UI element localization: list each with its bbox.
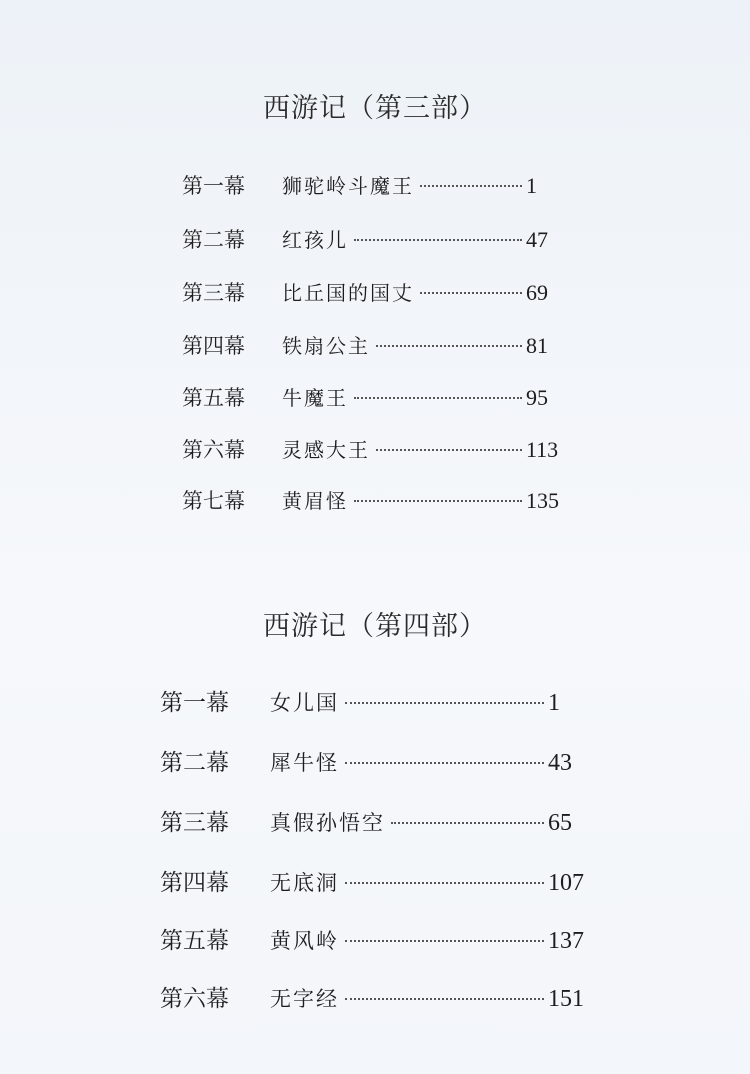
act-label: 第一幕 (160, 690, 229, 716)
leader-dots (420, 292, 522, 294)
act-label: 第四幕 (182, 334, 245, 358)
toc-entry[interactable] (160, 864, 590, 910)
page-number: 69 (526, 280, 548, 305)
toc-entry[interactable] (182, 330, 562, 370)
chapter-title: 比丘国的国丈 (282, 281, 414, 305)
leader-dots (391, 822, 544, 824)
chapter-title: 铁扇公主 (282, 334, 370, 358)
chapter-title: 狮驼岭斗魔王 (282, 174, 414, 198)
toc-entry[interactable] (160, 804, 590, 850)
act-label: 第一幕 (182, 174, 245, 198)
toc-entry[interactable] (182, 382, 562, 422)
leader-dots (376, 449, 522, 451)
act-label: 第五幕 (182, 386, 245, 410)
toc-entry[interactable] (160, 744, 590, 790)
page-number: 43 (548, 750, 572, 776)
part4-title: 西游记（第四部） (263, 611, 487, 642)
leader-dots (354, 239, 522, 241)
page-number: 1 (526, 173, 537, 198)
leader-dots (354, 500, 522, 502)
act-label: 第四幕 (160, 870, 229, 896)
leader-dots (345, 940, 544, 942)
leader-dots (345, 702, 544, 704)
page-number: 95 (526, 385, 548, 410)
act-label: 第五幕 (160, 928, 229, 954)
toc-entry[interactable] (182, 485, 562, 525)
page-number: 151 (548, 986, 584, 1012)
act-label: 第二幕 (182, 228, 245, 252)
chapter-title: 黄眉怪 (282, 489, 348, 513)
toc-entry[interactable] (182, 224, 562, 264)
page-number: 135 (526, 488, 559, 513)
toc-entry[interactable] (160, 980, 590, 1026)
toc-entry[interactable] (182, 277, 562, 317)
act-label: 第七幕 (182, 489, 245, 513)
page-number: 47 (526, 227, 548, 252)
chapter-title: 女儿国 (270, 691, 339, 715)
leader-dots (376, 345, 522, 347)
chapter-title: 灵感大王 (282, 438, 370, 462)
chapter-title: 无底洞 (270, 871, 339, 895)
leader-dots (345, 998, 544, 1000)
page-number: 1 (548, 690, 560, 716)
toc-entry[interactable] (182, 434, 562, 474)
chapter-title: 真假孙悟空 (270, 811, 385, 835)
leader-dots (345, 882, 544, 884)
toc-entry[interactable] (182, 170, 562, 210)
leader-dots (354, 397, 522, 399)
toc-entry[interactable] (160, 684, 590, 730)
chapter-title: 无字经 (270, 987, 339, 1011)
act-label: 第三幕 (182, 281, 245, 305)
chapter-title: 犀牛怪 (270, 751, 339, 775)
toc-entry[interactable] (160, 922, 590, 968)
chapter-title: 黄风岭 (270, 929, 339, 953)
leader-dots (420, 185, 522, 187)
act-label: 第三幕 (160, 810, 229, 836)
act-label: 第二幕 (160, 750, 229, 776)
page-number: 137 (548, 928, 584, 954)
page-number: 107 (548, 870, 584, 896)
chapter-title: 红孩儿 (282, 228, 348, 252)
part3-title: 西游记（第三部） (263, 93, 487, 124)
leader-dots (345, 762, 544, 764)
act-label: 第六幕 (182, 438, 245, 462)
page-number: 81 (526, 333, 548, 358)
page-number: 113 (526, 437, 559, 462)
act-label: 第六幕 (160, 986, 229, 1012)
chapter-title: 牛魔王 (282, 386, 348, 410)
page-number: 65 (548, 810, 572, 836)
